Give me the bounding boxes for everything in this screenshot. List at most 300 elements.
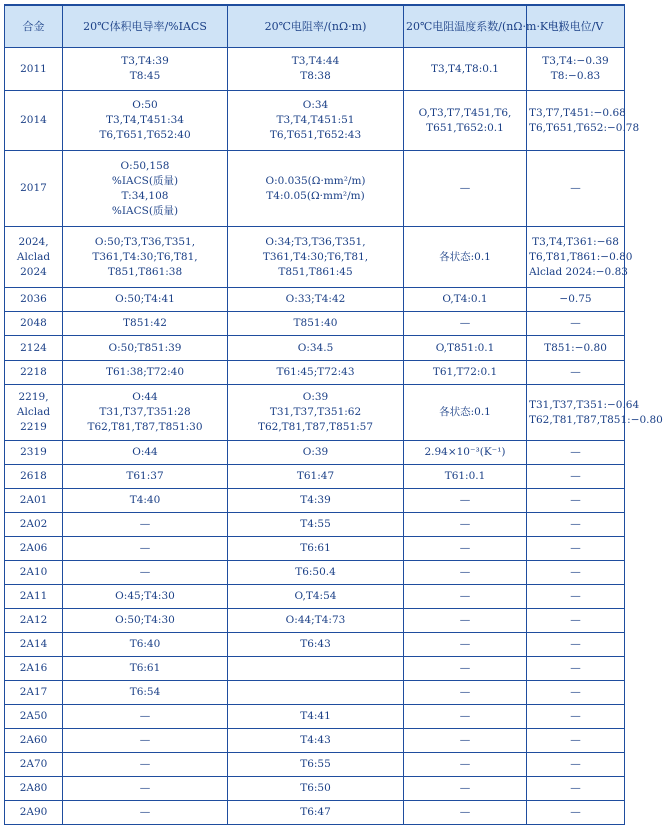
cell-conductivity (63, 441, 228, 465)
cell-text-line: T61:38;T72:40 (105, 366, 185, 378)
cell-temp-coefficient (404, 585, 527, 609)
cell-text-line: 2319 (20, 446, 47, 458)
table-row (5, 609, 625, 633)
cell-text-line: — (459, 566, 471, 578)
table-row (5, 777, 625, 801)
table-container (4, 4, 663, 825)
cell-resistivity (228, 801, 404, 825)
cell-temp-coefficient (404, 633, 527, 657)
cell-temp-coefficient (404, 465, 527, 489)
cell-alloy (5, 609, 63, 633)
table-row (5, 585, 625, 609)
cell-text-line: — (570, 686, 581, 698)
cell-conductivity (63, 561, 228, 585)
cell-text-line: T651,T652:0.1 (426, 121, 504, 134)
cell-text-line: 2024, (18, 235, 49, 248)
table-row (5, 537, 625, 561)
cell-text-line: 2A50 (19, 710, 48, 722)
cell-text-line: %IACS(质量) (111, 174, 179, 187)
cell-temp-coefficient (404, 753, 527, 777)
cell-text-line: T4:0.05(Ω·mm²/m) (266, 189, 365, 202)
cell-temp-coefficient (404, 91, 527, 151)
cell-conductivity (63, 227, 228, 288)
cell-text-line: T851:40 (293, 317, 338, 329)
cell-text-line: 2218 (20, 366, 47, 378)
table-row (5, 48, 625, 91)
cell-text-line: — (570, 614, 581, 626)
cell-temp-coefficient (404, 681, 527, 705)
cell-alloy (5, 681, 63, 705)
cell-text-line: T3,T4,T451:34 (106, 114, 184, 126)
header-conductivity (63, 5, 228, 48)
cell-electrode-potential (527, 777, 625, 801)
cell-text-line: Alclad 2024:−0.83 (529, 265, 628, 278)
cell-text-line: T3,T4:44 (291, 55, 340, 67)
cell-text-line: 2A11 (19, 590, 48, 602)
cell-text-line: — (570, 806, 581, 818)
cell-alloy (5, 561, 63, 585)
cell-resistivity (228, 151, 404, 227)
cell-electrode-potential (527, 561, 625, 585)
cell-text-line: 2219 (20, 421, 47, 433)
cell-text-line: — (459, 806, 471, 818)
cell-resistivity (228, 288, 404, 312)
cell-text-line: T61:47 (296, 470, 335, 482)
cell-text-line: — (459, 542, 471, 554)
cell-text-line: O:0.035(Ω·mm²/m) (265, 174, 366, 187)
cell-text-line: T4:43 (300, 734, 331, 746)
cell-text-line: — (139, 542, 151, 554)
cell-electrode-potential (527, 151, 625, 227)
header-text-line: (nΩ·m) (327, 19, 367, 33)
cell-alloy (5, 513, 63, 537)
cell-text-line: T851,T861:45 (278, 265, 353, 278)
cell-conductivity (63, 657, 228, 681)
cell-alloy (5, 657, 63, 681)
cell-text-line: T62,T81,T87,T851:57 (257, 421, 374, 433)
cell-electrode-potential (527, 91, 640, 151)
cell-resistivity (228, 48, 404, 91)
cell-electrode-potential (527, 801, 625, 825)
cell-text-line: — (459, 758, 471, 770)
header-text-line: (nΩ·m·K⁻¹) (502, 19, 563, 33)
cell-text-line: O:50;T3,T36,T351, (94, 235, 196, 248)
cell-text-line: 2014 (20, 114, 47, 126)
cell-temp-coefficient (404, 801, 527, 825)
cell-text-line: T31,T37,T351:28 (99, 406, 191, 418)
cell-electrode-potential (527, 585, 625, 609)
cell-temp-coefficient (404, 288, 527, 312)
table-row (5, 91, 625, 151)
cell-text-line: T6:61 (129, 662, 161, 674)
alloy-properties-table (4, 4, 663, 825)
table-row (5, 288, 625, 312)
cell-conductivity (63, 705, 228, 729)
cell-text-line: 2024 (20, 265, 47, 278)
cell-text-line: 2A02 (19, 518, 48, 530)
cell-text-line: T8:45 (129, 70, 161, 82)
cell-temp-coefficient (404, 361, 527, 385)
cell-resistivity (228, 465, 404, 489)
table-row (5, 705, 625, 729)
cell-conductivity (63, 385, 228, 441)
cell-text-line: O:45;T4:30 (115, 590, 175, 602)
cell-text-line: 2A90 (19, 806, 48, 818)
cell-text-line: — (139, 710, 151, 722)
cell-text-line: — (570, 317, 581, 329)
cell-text-line: 2A80 (19, 782, 48, 794)
cell-text-line: — (459, 734, 471, 746)
cell-text-line: O:39 (302, 391, 329, 403)
cell-text-line: — (570, 758, 581, 770)
cell-text-line: O:34.5 (297, 341, 334, 354)
cell-text-line: T61:37 (126, 470, 164, 482)
cell-text-line: T3,T4:−0.39 (542, 55, 609, 67)
cell-text-line: T61:0.1 (444, 470, 486, 482)
cell-text-line: — (570, 782, 581, 794)
cell-alloy (5, 585, 63, 609)
cell-alloy (5, 288, 63, 312)
cell-temp-coefficient (404, 441, 527, 465)
cell-text-line: T3,T4,T8:0.1 (431, 62, 499, 75)
cell-text-line: — (459, 662, 471, 674)
cell-text-line: O:50 (132, 99, 158, 111)
cell-text-line: −0.75 (559, 293, 592, 305)
cell-text-line: — (459, 518, 471, 530)
header-alloy (5, 5, 63, 48)
cell-alloy (5, 729, 63, 753)
cell-alloy (5, 777, 63, 801)
cell-conductivity (63, 729, 228, 753)
cell-conductivity (63, 585, 228, 609)
cell-text-line: — (459, 710, 471, 722)
table-row (5, 385, 625, 441)
cell-text-line: T3,T7,T451:−0.68 (529, 106, 626, 119)
cell-temp-coefficient (404, 657, 527, 681)
cell-alloy (5, 385, 63, 441)
cell-resistivity (228, 513, 404, 537)
cell-resistivity (228, 561, 404, 585)
table-row (5, 561, 625, 585)
cell-electrode-potential (527, 537, 625, 561)
cell-resistivity (228, 91, 404, 151)
cell-text-line: 2048 (20, 317, 47, 329)
header-row (5, 5, 625, 48)
table-row (5, 227, 625, 288)
table-row (5, 151, 625, 227)
table-header (5, 5, 625, 48)
cell-text-line: T62,T81,T87,T851:30 (87, 421, 203, 433)
cell-text-line: O,T4:54 (294, 590, 337, 602)
table-row (5, 801, 625, 825)
cell-text-line: 2A10 (19, 566, 48, 578)
cell-temp-coefficient (404, 489, 527, 513)
cell-temp-coefficient (404, 537, 527, 561)
cell-electrode-potential (527, 361, 625, 385)
cell-conductivity (63, 681, 228, 705)
cell-resistivity (228, 385, 404, 441)
cell-conductivity (63, 489, 228, 513)
cell-electrode-potential (527, 48, 625, 91)
cell-conductivity (63, 801, 228, 825)
cell-text-line: 各状态:0.1 (439, 250, 491, 263)
cell-resistivity (228, 753, 404, 777)
cell-text-line: — (570, 470, 581, 482)
cell-electrode-potential (527, 465, 625, 489)
cell-text-line: T851:−0.80 (544, 341, 607, 354)
cell-text-line: — (570, 366, 581, 378)
cell-temp-coefficient (404, 729, 527, 753)
cell-text-line: — (139, 806, 151, 818)
cell-text-line: 2017 (20, 182, 47, 194)
cell-electrode-potential (527, 312, 625, 336)
cell-alloy (5, 537, 63, 561)
table-row (5, 489, 625, 513)
cell-alloy (5, 336, 63, 361)
cell-text-line: O:33;T4:42 (285, 293, 346, 305)
header-resistivity (228, 5, 404, 48)
cell-text-line: 2A06 (19, 542, 48, 554)
cell-resistivity (228, 227, 404, 288)
cell-alloy (5, 227, 63, 288)
cell-temp-coefficient (404, 48, 527, 91)
cell-alloy (5, 465, 63, 489)
cell-text-line: — (459, 782, 471, 794)
cell-electrode-potential (527, 227, 633, 288)
cell-text-line: — (570, 446, 581, 458)
cell-text-line: T8:38 (300, 70, 331, 82)
cell-resistivity (228, 336, 404, 361)
cell-text-line: O:39 (302, 446, 329, 458)
cell-text-line: — (459, 494, 471, 506)
cell-text-line: 2A70 (19, 758, 48, 770)
cell-text-line: T6:47 (300, 806, 331, 818)
cell-alloy (5, 48, 63, 91)
cell-electrode-potential (527, 336, 625, 361)
cell-text-line: Alclad (16, 406, 51, 418)
cell-text-line: T4:40 (129, 494, 161, 506)
cell-text-line: T4:41 (300, 710, 331, 722)
cell-resistivity (228, 441, 404, 465)
cell-text-line: — (459, 614, 471, 626)
cell-text-line: — (570, 566, 581, 578)
cell-alloy (5, 312, 63, 336)
cell-text-line: 2036 (20, 293, 47, 305)
cell-resistivity (228, 361, 404, 385)
cell-text-line: O:34 (302, 99, 329, 111)
cell-text-line: T6:50.4 (295, 566, 336, 578)
cell-conductivity (63, 753, 228, 777)
cell-temp-coefficient (404, 336, 527, 361)
cell-conductivity (63, 91, 228, 151)
cell-text-line: T361,T4:30;T6,T81, (92, 250, 198, 263)
table-row (5, 657, 625, 681)
cell-text-line: T6:43 (300, 638, 331, 650)
cell-conductivity (63, 633, 228, 657)
cell-alloy (5, 801, 63, 825)
cell-electrode-potential (527, 385, 663, 441)
cell-conductivity (63, 336, 228, 361)
cell-text-line: T61,T72:0.1 (432, 366, 498, 378)
cell-text-line: 2A60 (19, 734, 48, 746)
cell-text-line: O,T3,T7,T451,T6, (418, 106, 512, 119)
cell-electrode-potential (527, 513, 625, 537)
cell-temp-coefficient (404, 561, 527, 585)
cell-temp-coefficient (404, 513, 527, 537)
cell-text-line: — (570, 182, 581, 194)
cell-temp-coefficient (404, 777, 527, 801)
cell-resistivity (228, 609, 404, 633)
cell-text-line: — (570, 518, 581, 530)
cell-text-line: 2A17 (19, 686, 48, 698)
cell-text-line: 2A01 (19, 494, 48, 506)
header-text-line: %IACS (168, 19, 207, 33)
cell-text-line: O:50,158 (120, 159, 170, 172)
cell-resistivity (228, 537, 404, 561)
cell-conductivity (63, 312, 228, 336)
table-row (5, 465, 625, 489)
cell-text-line: — (570, 734, 581, 746)
cell-text-line: — (459, 638, 471, 650)
cell-text-line: 2.94×10⁻³(K⁻¹) (424, 446, 506, 458)
cell-conductivity (63, 465, 228, 489)
cell-alloy (5, 489, 63, 513)
cell-temp-coefficient (404, 385, 527, 441)
cell-electrode-potential (527, 441, 625, 465)
cell-alloy (5, 151, 63, 227)
cell-text-line: — (570, 662, 581, 674)
header-temp-coefficient (404, 5, 563, 48)
cell-alloy (5, 441, 63, 465)
cell-text-line: — (459, 590, 471, 602)
table-row (5, 753, 625, 777)
cell-alloy (5, 633, 63, 657)
cell-text-line: — (139, 734, 151, 746)
cell-alloy (5, 705, 63, 729)
cell-text-line: T8:−0.83 (550, 70, 601, 82)
cell-electrode-potential (527, 633, 625, 657)
cell-electrode-potential (527, 681, 625, 705)
cell-text-line: T6:61 (300, 542, 331, 554)
cell-resistivity (228, 657, 404, 681)
cell-resistivity (228, 633, 404, 657)
cell-conductivity (63, 288, 228, 312)
cell-text-line: — (570, 710, 581, 722)
cell-electrode-potential (527, 609, 625, 633)
cell-electrode-potential (527, 288, 625, 312)
cell-electrode-potential (527, 753, 625, 777)
cell-text-line: — (459, 182, 471, 194)
cell-text-line: T851:42 (123, 317, 167, 329)
cell-text-line: T62,T81,T87,T851:−0.80 (529, 413, 663, 426)
cell-electrode-potential (527, 489, 625, 513)
cell-conductivity (63, 513, 228, 537)
cell-conductivity (63, 537, 228, 561)
cell-resistivity (228, 312, 404, 336)
cell-alloy (5, 91, 63, 151)
cell-resistivity (228, 489, 404, 513)
cell-text-line: 各状态:0.1 (439, 406, 491, 418)
cell-conductivity (63, 151, 228, 227)
cell-text-line: — (570, 590, 581, 602)
cell-text-line: T6:54 (129, 686, 161, 698)
header-text-line: 合金 (22, 19, 45, 33)
cell-temp-coefficient (404, 609, 527, 633)
cell-text-line: — (139, 566, 151, 578)
cell-text-line: T3,T4:39 (121, 55, 169, 67)
cell-temp-coefficient (404, 227, 527, 288)
cell-text-line: T4:39 (300, 494, 331, 506)
cell-resistivity (228, 729, 404, 753)
cell-text-line: — (459, 686, 471, 698)
cell-temp-coefficient (404, 705, 527, 729)
table-row (5, 633, 625, 657)
cell-text-line: T6:50 (300, 782, 331, 794)
cell-text-line: — (139, 518, 151, 530)
header-text-line: 电极电位/V (547, 19, 604, 33)
cell-conductivity (63, 48, 228, 91)
cell-temp-coefficient (404, 151, 527, 227)
cell-text-line: — (570, 494, 581, 506)
header-text-line: 20℃电阻温度系数/ (406, 19, 503, 33)
cell-text-line: — (570, 638, 581, 650)
cell-text-line: O:34;T3,T36,T351, (265, 235, 366, 248)
cell-text-line: T31,T37,T351:−0.64 (529, 398, 640, 411)
cell-text-line: T6,T81,T861:−0.80 (529, 250, 633, 263)
cell-text-line: — (139, 782, 151, 794)
header-text-line: 20℃电阻率/ (264, 19, 328, 33)
cell-alloy (5, 361, 63, 385)
cell-conductivity (63, 361, 228, 385)
cell-text-line: O:44 (132, 446, 158, 458)
table-row (5, 312, 625, 336)
cell-text-line: T6:55 (300, 758, 331, 770)
cell-text-line: T3,T4,T451:51 (276, 114, 355, 126)
cell-text-line: O:50;T4:41 (115, 293, 175, 305)
cell-text-line: 2124 (20, 341, 47, 354)
cell-text-line: T61:45;T72:43 (276, 366, 355, 378)
cell-electrode-potential (527, 657, 625, 681)
table-row (5, 336, 625, 361)
header-text-line: 20℃体积电导率/ (83, 19, 169, 33)
table-row (5, 729, 625, 753)
cell-text-line: T:34,108 (121, 189, 169, 202)
cell-text-line: T361,T4:30;T6,T81, (262, 250, 369, 263)
cell-text-line: — (459, 317, 471, 329)
table-row (5, 361, 625, 385)
cell-text-line: T6,T651,T652:−0.78 (529, 121, 640, 134)
cell-text-line: T4:55 (300, 518, 331, 530)
table-row (5, 441, 625, 465)
cell-text-line: 2219, (18, 391, 49, 403)
cell-resistivity (228, 585, 404, 609)
cell-electrode-potential (527, 729, 625, 753)
cell-text-line: T3,T4,T361:−68 (532, 235, 619, 248)
cell-text-line: 2A12 (19, 614, 48, 626)
cell-text-line: 2A16 (19, 662, 48, 674)
cell-resistivity (228, 705, 404, 729)
cell-text-line: 2A14 (19, 638, 48, 650)
cell-resistivity (228, 777, 404, 801)
table-row (5, 513, 625, 537)
cell-temp-coefficient (404, 312, 527, 336)
table-body (5, 48, 663, 825)
table-row (5, 681, 625, 705)
cell-text-line: Alclad (16, 250, 51, 263)
cell-text-line: — (570, 542, 581, 554)
cell-resistivity (228, 681, 404, 705)
cell-text-line: T6,T651,T652:40 (99, 129, 191, 141)
